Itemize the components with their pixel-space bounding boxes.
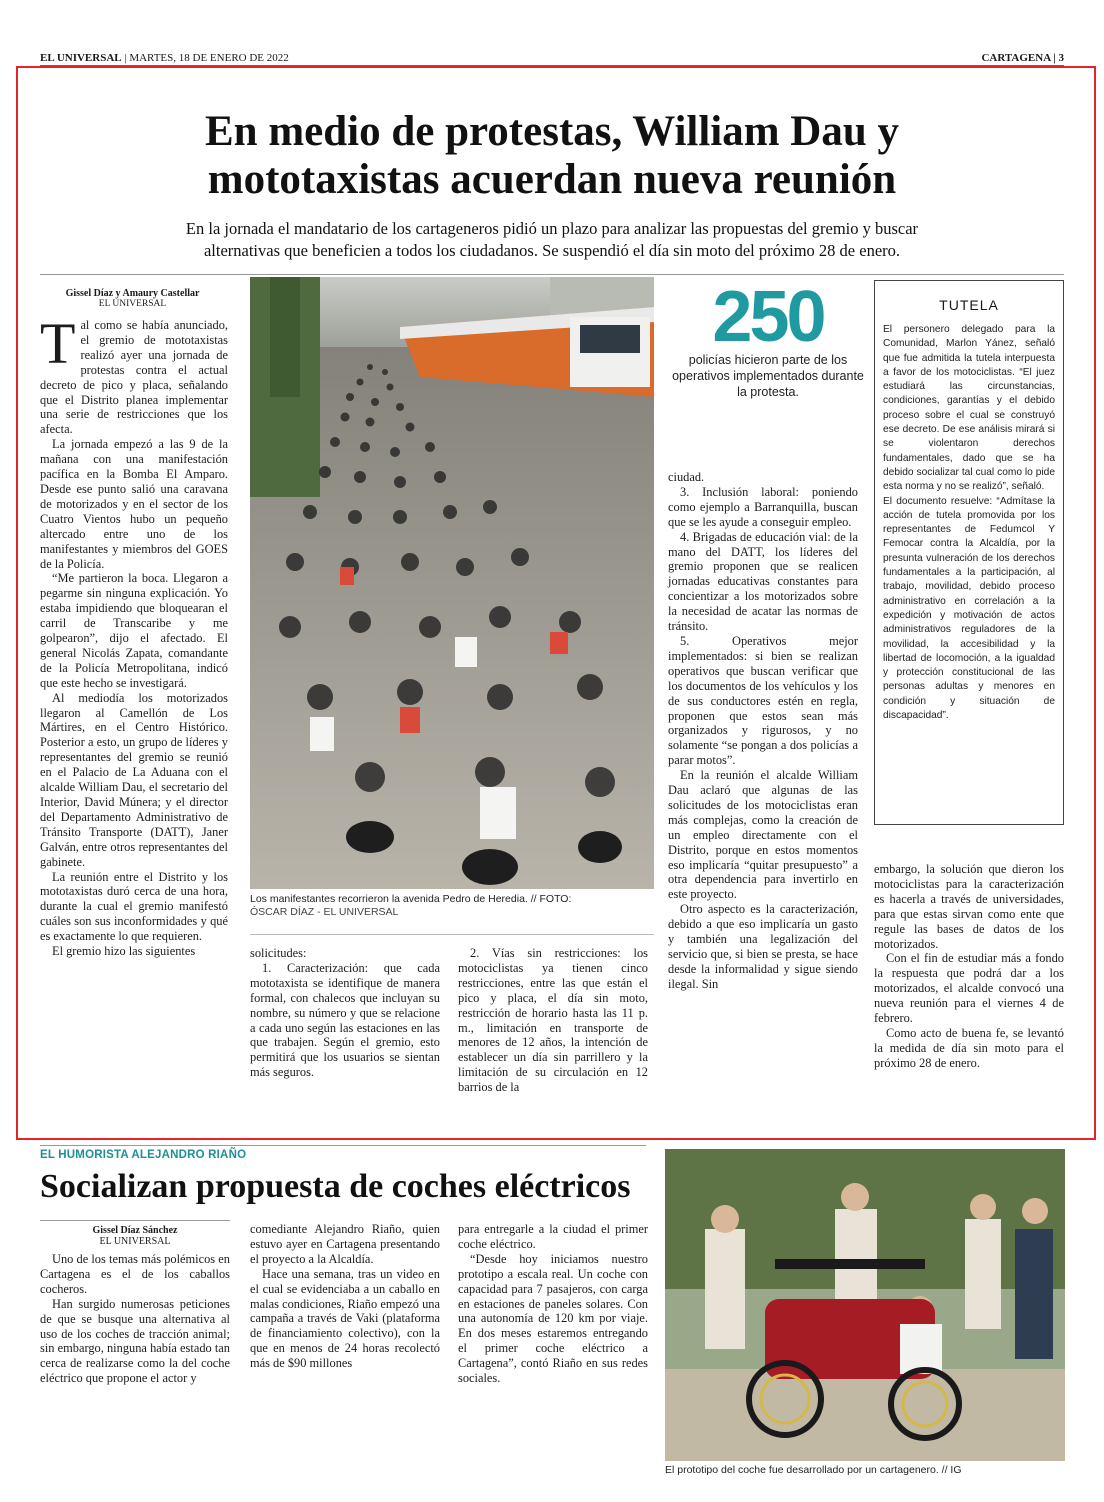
paragraph: comediante Alejandro Riaño, quien estuvo ayer en Cartagena presentando el proyecto a la Alcaldía. [250, 1222, 440, 1266]
running-head-right: CARTAGENA | 3 [981, 52, 1064, 64]
paragraph: embargo, la solución que dieron los motociclistas para la caracterización es hacerla a través de universidades, para que estas sirvan como ente que regule las bases de datos de los motorizados. [874, 862, 1064, 951]
main-dek [70, 218, 1034, 262]
tutela-title: TUTELA [939, 297, 999, 313]
paragraph: Uno de los temas más polémicos en Cartagena es el de los caballos cocheros. [40, 1252, 230, 1296]
tutela-sidebar [874, 280, 1064, 825]
main-headline [40, 108, 1064, 204]
byline-names: Gissel Díaz Sánchez [92, 1225, 178, 1236]
running-head-left: EL UNIVERSAL | MARTES, 18 DE ENERO DE 2022 [40, 52, 289, 64]
dropcap: T [40, 311, 76, 376]
page-number: 3 [1058, 52, 1064, 64]
car-prototype-graphic [665, 1149, 1065, 1461]
main-column-3 [458, 946, 648, 1095]
tutela-paragraph: El documento resuelve: “Admítase la acción de tutela promovida por los representantes de Fedumcol Y Femocar contra la Alcaldía, por la presunta vulneración de los derechos fundamentales a la participación, al trabajo, movilidad, debido proceso administrativo en correlación a la expedición y motivación de actos administrativos reguladores de la movilidad, la accesibilidad y la libertad de locomoción, a la igualdad y protección constitucional de las personas adultas y menores en condición y situación de discapacidad”. [883, 495, 1055, 722]
paragraph: 3. Inclusión laboral: poniendo como ejemplo a Barranquilla, buscan que se les ayude a conseguir empleo. [668, 484, 858, 529]
main-column-4 [668, 470, 858, 992]
paragraph: para entregarle a la ciudad el primer coche eléctrico. [458, 1222, 648, 1251]
running-head [40, 52, 1064, 66]
paper-name: EL UNIVERSAL [40, 52, 122, 64]
main-byline [40, 288, 225, 310]
second-headline: Socializan propuesta de coches eléctricos [40, 1168, 631, 1205]
paragraph: al como se había anunciado, el gremio de mototaxistas realizó ayer una jornada de protestas contra el actual decreto de pico y placa, señalando que el Distrito planea implementar una serie de restricciones que los afecta. [40, 318, 228, 437]
main-column-1 [40, 311, 228, 959]
tutela-paragraph: El personero delegado para la Comunidad, Marlon Yánez, señaló que fue admitida la tutela interpuesta a favor de los motociclistas. “El juez estudiará las circunstancias, condiciones, garantías y el debido proceso sobre el cual se construyó ese decreto. De ese análisis mirará si se violentaron derechos fundamentales, dado que se ha debido socializar tal cual como lo pide esta norma y no se realizó”, señaló. [883, 324, 1055, 493]
byline-outlet: EL UNIVERSAL [98, 299, 167, 309]
main-column-5 [874, 862, 1064, 1071]
paragraph: 5. Operativos mejor implementados: si bien se realizan operativos que buscan verificar que los documentos de los vehículos y los de sus conductores estén en regla, proponen que estos sean más organizados y rigurosos, y no solamente “se pongan a dos policías a parar motos”. [668, 633, 858, 768]
second-column-1 [40, 1252, 230, 1386]
paragraph: solicitudes: [250, 946, 307, 960]
paragraph: ciudad. [668, 470, 705, 484]
byline-names: Gissel Díaz y Amaury Castellar [65, 288, 200, 299]
paragraph: La jornada empezó a las 9 de la mañana con una manifestación pacífica en la Bomba El Amparo. Desde ese punto salió una caravana de motorizados y en el sector de los Cuatro Vientos hubo un pequeño altercado entre uno de los manifestantes y miembros del GOES de la Policía. [40, 437, 228, 571]
main-dek-line-1: En la jornada el mandatario de los cartageneros pidió un plazo para analizar las propuestas del gremio y buscar [185, 219, 919, 238]
photo-credit: ÓSCAR DÍAZ - EL UNIVERSAL [250, 906, 399, 918]
paragraph: Con el fin de estudiar más a fondo la respuesta que podrá dar a los motorizados, el alcalde convocó una nueva reunión para el viernes 4 de febrero. [874, 951, 1064, 1026]
byline-outlet: EL UNIVERSAL [99, 1236, 171, 1247]
second-column-3 [458, 1222, 648, 1386]
paragraph: 4. Brigadas de educación vial: de la mano del DATT, los líderes del gremio proponen que se realicen jornadas educativas constantes para concientizar a los motorizados sobre la necesidad de acatar las normas de tránsito. [668, 529, 858, 634]
paragraph: La reunión entre el Distrito y los mototaxistas duró cerca de una hora, durante la cual el gremio manifestó cuáles son sus inconformidades y qué es exactamente lo que requieren. [40, 869, 228, 944]
paragraph: Otro aspecto es la caracterización, debido a que eso implicaría un gasto y también una legalización del servicio que, si bien se presta, se hace desde la informalidad y sigue siendo ilegal. Sin [668, 902, 858, 991]
paragraph: “Me partieron la boca. Llegaron a pegarme sin ninguna explicación. Yo estaba impidiendo que bloquearan el carril de Transcaribe y me golpearon”, dijo el afectado. El general Nicolás Zapata, comandante de la Policía Metropolitana, indicó que este hecho se investigará. [40, 571, 228, 690]
paragraph: Como acto de buena fe, se levantó la medida de día sin moto para el próximo 28 de enero. [874, 1025, 1064, 1070]
protest-photo-graphic [250, 277, 654, 889]
issue-date: MARTES, 18 DE ENERO DE 2022 [129, 52, 289, 64]
paragraph: Al mediodía los motorizados llegaron al Camellón de Los Mártires, en el Centro Histórico. Posterior a esto, un grupo de líderes y representantes del gremio se reunió en el Palacio de La Aduana con el alcalde William Dau, el secretario del Interior, David Múnera; y el director del Departamento Administrativo de Tránsito Transporte (DATT), Janer Galván, entre otros representantes del gabinete. [40, 690, 228, 869]
main-column-2 [250, 946, 440, 1080]
divider [40, 274, 1064, 275]
main-headline-line-1: En medio de protestas, William Dau y [204, 108, 900, 155]
second-column-2 [250, 1222, 440, 1371]
paragraph: En la reunión el alcalde William Dau aclaró que algunas de las solicitudes de los motociclistas eran más complejas, como la creación de un empleo directamente con el Distrito, porque en estos momentos eso implicaría “quitar presupuesto” a otra dependencia para invertirlo en este proyecto. [668, 768, 858, 902]
section-name: CARTAGENA [981, 52, 1051, 64]
stat-number: 250 [712, 277, 824, 357]
main-dek-line-2: alternativas que beneficien a todos los ciudadanos. Se suspendió el día sin moto del próximo 28 de enero. [203, 241, 901, 260]
protest-photo-caption [250, 893, 654, 919]
divider [40, 1145, 646, 1146]
stat-text: policías hicieron parte de los operativos implementados durante la protesta. [672, 353, 864, 399]
paragraph: “Desde hoy iniciamos nuestro prototipo a escala real. Un coche con capacidad para 7 pasajeros, con carga en estaciones de paneles solares. Con una autonomía de 120 km por viaje. En dos meses estaremos entregando el primer coche eléctrico a Cartagena”, contó Riaño en sus redes sociales. [458, 1251, 648, 1386]
paragraph: 2. Vías sin restricciones: los motociclistas ya tienen cinco restricciones, entre las que están el pico y placa, el día sin moto, restricción de horario hasta las 11 p. m., limitación en transporte de menores de 12 años, la intención de establecer un día sin parrillero y la limitación de su circulación en 12 barrios de la [458, 946, 648, 1095]
car-photo-caption: El prototipo del coche fue desarrollado por un cartagenero. // IG [665, 1464, 962, 1476]
protest-photo [250, 277, 654, 889]
paragraph: El gremio hizo las siguientes [52, 944, 196, 959]
second-kicker: EL HUMORISTA ALEJANDRO RIAÑO [40, 1149, 247, 1161]
paragraph: Hace una semana, tras un video en el cual se evidenciaba a un caballo en malas condiciones, Riaño empezó una campaña a través de Vaki (plataforma de financiamiento colectivo), con la que en menos de 24 horas recolectó más de $90 millones [250, 1266, 440, 1371]
car-prototype-photo [665, 1149, 1065, 1461]
paragraph: 1. Caracterización: que cada mototaxista se identifique de manera formal, con chalecos que incluyan su nombre, su número y que se relacione a cada uno según las estaciones en las que trabajen. Según el gremio, esto permitirá que los usuarios se sientan más seguros. [250, 960, 440, 1080]
paragraph: Han surgido numerosas peticiones de que se busque una alternativa al uso de los coches de tracción animal; sin embargo, ninguna había estado tan cerca de realizarse como la del coche eléctrico que propone el actor y [40, 1296, 230, 1386]
caption-text: Los manifestantes recorrieron la avenida Pedro de Heredia. // FOTO: [250, 893, 572, 905]
main-headline-line-2: mototaxistas acuerdan nueva reunión [207, 156, 897, 203]
caption-divider [250, 934, 654, 935]
second-byline [40, 1220, 230, 1247]
